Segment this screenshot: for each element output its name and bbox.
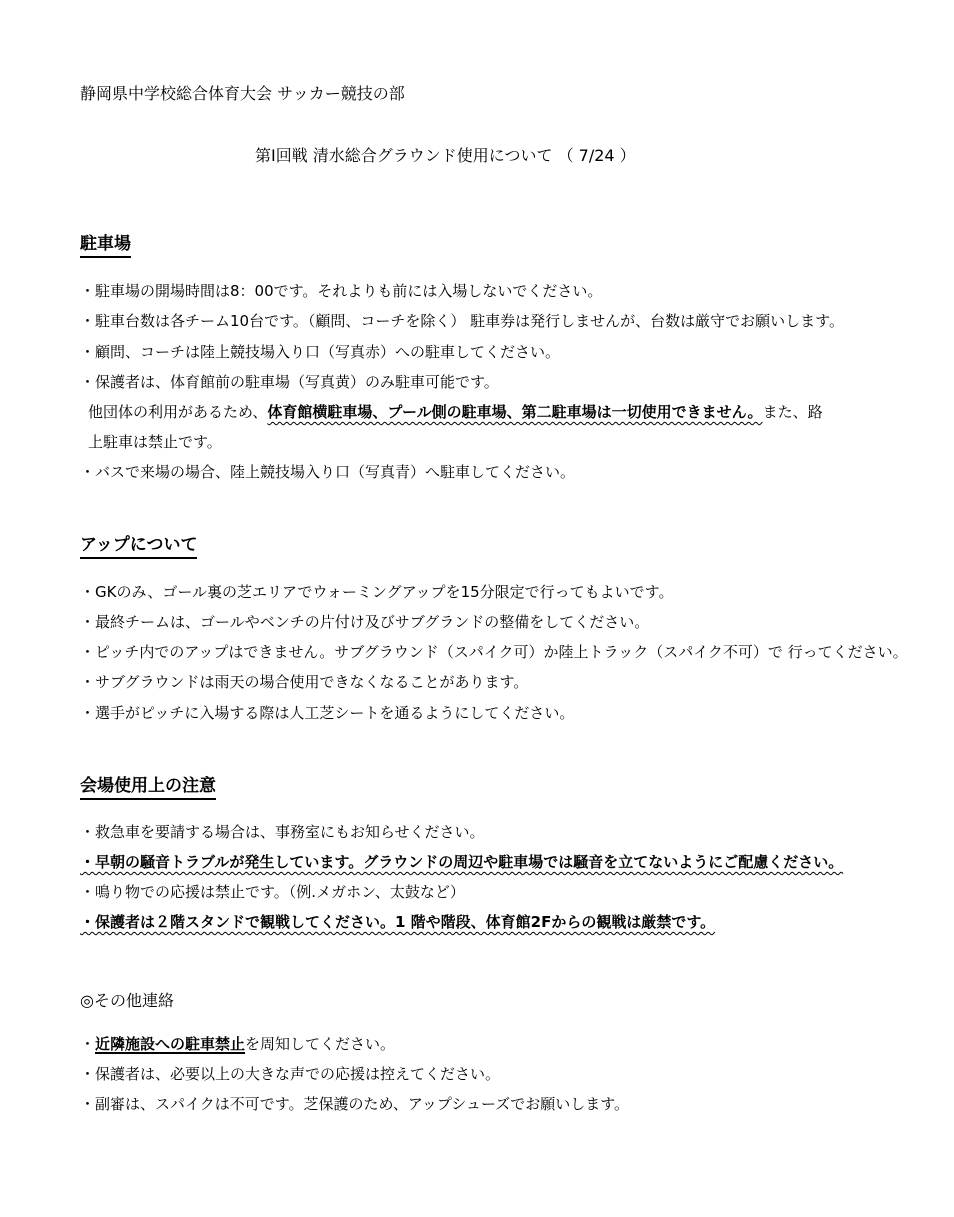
warmup-line-1: ・GKのみ、ゴール裏の芝エリアでウォーミングアップを15分限定で行ってもよいです。 <box>80 583 674 601</box>
parking-line-3: ・顧問、コーチは陸上競技場入り口（写真赤）への駐車してください。 <box>80 343 561 361</box>
warmup-line-3: ・ピッチ内でのアップはできません。サブグラウンド（スパイク可）か陸上トラック（スパイク不可）で 行ってください。 <box>80 643 908 661</box>
other-line-1-post: を周知してください。 <box>245 1035 396 1053</box>
other-line-1-pre: ・ <box>80 1035 96 1053</box>
venue-line-2: ・早朝の騒音トラブルが発生しています。グラウンドの周辺や駐車場では騒音を立てないようにご配慮ください。 <box>80 853 844 871</box>
parking-line-7: ・バスで来場の場合、陸上競技場入り口（写真青）へ駐車してください。 <box>80 463 576 481</box>
parking-line-4: ・保護者は、体育館前の駐車場（写真黄）のみ駐車可能です。 <box>80 373 499 391</box>
parking-line-2: ・駐車台数は各チーム10台です。（顧問、コーチを除く） 駐車券は発行しませんが、台数は厳守でお願いします。 <box>80 312 844 330</box>
other-line-1-emphasis: 近隣施設への駐車禁止 <box>95 1035 246 1053</box>
parking-line-5-pre: 他団体の利用があるため、 <box>88 403 268 421</box>
warmup-line-5: ・選手がピッチに入場する際は人工芝シートを通るようにしてください。 <box>80 704 575 722</box>
parking-line-1: ・駐車場の開場時間は8：00です。それよりも前には入場しないでください。 <box>80 282 603 300</box>
parking-line-5-emphasis: 体育館横駐車場、プール側の駐車場、第二駐車場は一切使用できません。 <box>267 403 763 421</box>
parking-heading: 駐車場 <box>80 233 131 258</box>
organization-name: 静岡県中学校総合体育大会 サッカー競技の部 <box>80 84 405 103</box>
venue-line-3: ・鳴り物での応援は禁止です。（例.メガホン、太鼓など） <box>80 883 465 901</box>
venue-heading: 会場使用上の注意 <box>80 775 216 800</box>
venue-line-1: ・救急車を要請する場合は、事務室にもお知らせください。 <box>80 823 485 841</box>
document-title: 第Ⅰ回戦 清水総合グラウンド使用について （ 7/24 ） <box>255 146 636 165</box>
other-line-1 <box>80 1034 395 1054</box>
other-heading: ◎その他連絡 <box>80 991 174 1010</box>
warmup-line-4: ・サブグラウンドは雨天の場合使用できなくなることがあります。 <box>80 673 529 691</box>
parking-line-6: 上駐車は禁止です。 <box>88 433 222 451</box>
warmup-line-2: ・最終チームは、ゴールやベンチの片付け及びサブグランドの整備をしてください。 <box>80 613 650 631</box>
venue-line-4: ・保護者は２階スタンドで観戦してください。1 階や階段、体育館2Fからの観戦は厳禁です。 <box>80 913 716 931</box>
parking-line-5 <box>88 402 823 422</box>
parking-line-5-post: また、路 <box>762 403 823 421</box>
warmup-heading: アップについて <box>80 534 197 559</box>
other-line-2: ・保護者は、必要以上の大きな声での応援は控えてください。 <box>80 1065 501 1083</box>
other-line-3: ・副審は、スパイクは不可です。芝保護のため、アップシューズでお願いします。 <box>80 1095 630 1113</box>
